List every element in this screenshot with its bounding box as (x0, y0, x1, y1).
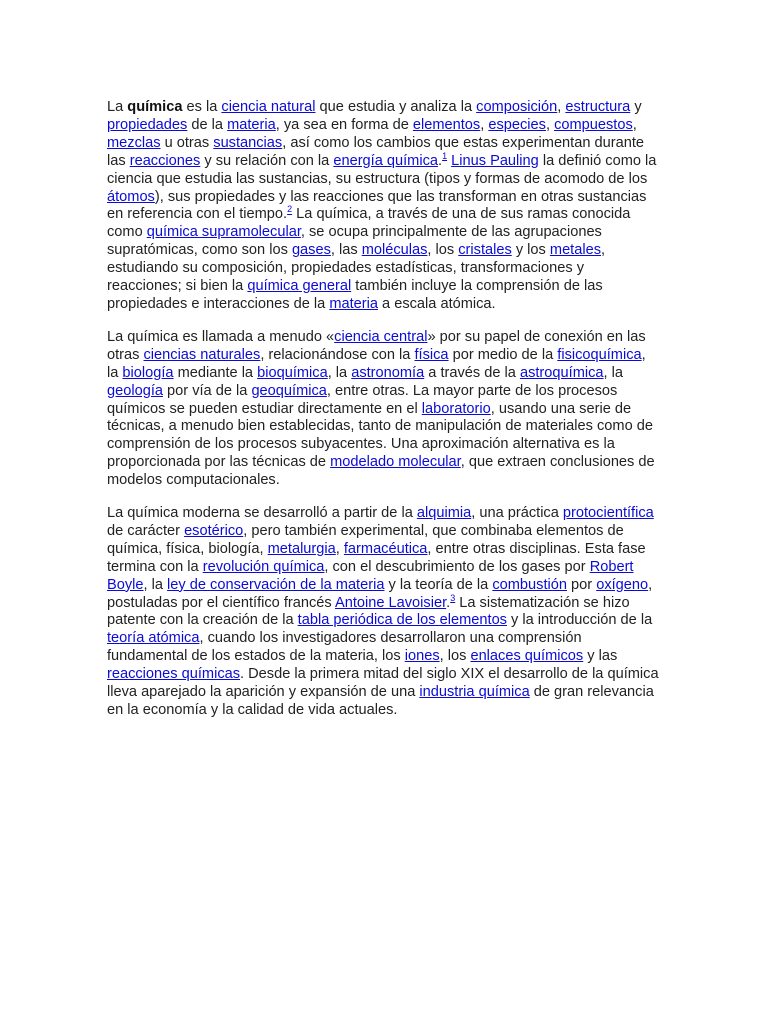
link-ciencias-naturales[interactable]: ciencias naturales (143, 346, 261, 363)
link-enlaces-quimicos[interactable]: enlaces químicos (470, 648, 584, 665)
text: u otras (160, 134, 214, 151)
link-protocientifica[interactable]: protocientífica (562, 505, 654, 522)
text: , con el descubrimiento de los gases por (324, 558, 590, 575)
reference-1[interactable]: 1 (442, 150, 448, 161)
paragraph-3 (107, 505, 659, 720)
text: , relacionándose con la (260, 346, 415, 363)
link-ley-conservacion-materia[interactable]: ley de conservación de la materia (167, 576, 385, 593)
link-quimica-supramolecular[interactable]: química supramolecular (146, 224, 301, 241)
text: , cuando los investigadores desarrollaron una comprensión fundamental de los estados de la materia, los (107, 630, 582, 665)
text: y los (511, 242, 550, 259)
link-geoquimica[interactable]: geoquímica (251, 382, 327, 399)
bold-term: química (127, 99, 183, 115)
link-oxigeno[interactable]: oxígeno (596, 576, 649, 593)
text: , se ocupa principalmente de las agrupaciones supratómicas, como son los (107, 224, 602, 259)
text: , usando una serie de técnicas, a menudo bien establecidas, tanto de manipulación de materiales como de comprensión de los procesos subyacentes. Una aproximación alternativa es la proporcionada por las técnicas de (107, 400, 653, 471)
text: , (480, 116, 489, 133)
link-materia-2[interactable]: materia (329, 295, 378, 312)
text: . (438, 152, 443, 169)
text: , (335, 540, 344, 557)
text: es la (182, 99, 222, 115)
link-fisica[interactable]: física (414, 346, 449, 363)
link-mezclas[interactable]: mezclas (107, 134, 161, 151)
link-propiedades[interactable]: propiedades (107, 116, 188, 133)
text: que estudia y analiza la (315, 99, 477, 115)
link-revolucion-quimica[interactable]: revolución química (202, 558, 325, 575)
text: y la introducción de la (506, 612, 653, 629)
text: , una práctica (471, 505, 563, 522)
text: La (107, 99, 128, 115)
text: , los (439, 648, 471, 665)
link-geologia[interactable]: geología (107, 382, 163, 399)
text: a través de la (424, 364, 520, 381)
text: , la (107, 346, 646, 381)
link-alquimia[interactable]: alquimia (416, 505, 472, 522)
text: , pero también experimental, que combinaba elementos de química, física, biología, (107, 522, 624, 557)
text: de carácter (107, 522, 185, 539)
text: La química moderna se desarrolló a partir de la (107, 505, 417, 522)
text: La química es llamada a menudo « (107, 328, 335, 345)
link-fisicoquimica[interactable]: fisicoquímica (557, 346, 642, 363)
link-quimica-general[interactable]: química general (247, 278, 352, 295)
text: , postuladas por el científico francés (107, 576, 653, 611)
reference-3[interactable]: 3 (450, 592, 456, 603)
link-linus-pauling[interactable]: Linus Pauling (451, 152, 539, 169)
link-especies[interactable]: especies (488, 116, 546, 133)
link-robert-boyle[interactable]: Robert Boyle (107, 558, 634, 593)
text: , entre otras disciplinas. Esta fase termina con la (107, 540, 646, 575)
text: , la (143, 576, 168, 593)
link-metales[interactable]: metales (549, 242, 602, 259)
text: de gran relevancia en la economía y la calidad de vida actuales. (107, 684, 654, 718)
link-modelado-molecular[interactable]: modelado molecular (330, 454, 461, 471)
text: , (545, 116, 555, 133)
link-farmaceutica[interactable]: farmacéutica (343, 540, 428, 557)
text: por vía de la (163, 382, 252, 399)
link-teoria-atomica[interactable]: teoría atómica (107, 630, 200, 647)
text: por medio de la (448, 346, 558, 363)
link-energia-quimica[interactable]: energía química (333, 152, 438, 169)
link-atomos[interactable]: átomos (107, 188, 155, 205)
link-laboratorio[interactable]: laboratorio (421, 400, 491, 417)
link-compuestos[interactable]: compuestos (554, 116, 633, 133)
link-ciencia-central[interactable]: ciencia central (334, 328, 428, 345)
text: , ya sea en forma de (275, 116, 413, 133)
text: a escala atómica. (377, 295, 496, 312)
text: , las (330, 242, 362, 259)
link-tabla-periodica[interactable]: tabla periódica de los elementos (297, 612, 507, 629)
link-bioquimica[interactable]: bioquímica (257, 364, 328, 381)
text: , la (327, 364, 352, 381)
link-metalurgia[interactable]: metalurgia (267, 540, 336, 557)
text: , entre otras. La mayor parte de los procesos químicos se pueden estudiar directamente en el (107, 382, 618, 417)
link-sustancias[interactable]: sustancias (213, 134, 283, 151)
text: ), sus propiedades y las reacciones que las transforman en otras sustancias en referencia con el tiempo. (107, 188, 647, 223)
paragraph-2 (107, 329, 659, 490)
link-biologia[interactable]: biología (122, 364, 174, 381)
text: . (446, 594, 451, 611)
link-industria-quimica[interactable]: industria química (419, 684, 530, 701)
link-ciencia-natural[interactable]: ciencia natural (221, 99, 316, 115)
text: y (630, 99, 642, 115)
text: , estudiando su composición, propiedades estadísticas, transformaciones y reacciones; si bien la (107, 242, 606, 295)
paragraph-1 (107, 99, 659, 314)
text: , los (427, 242, 459, 259)
text: » por su papel de conexión en las otras (107, 328, 646, 363)
reference-2[interactable]: 2 (287, 204, 293, 215)
text: y su relación con la (200, 152, 334, 169)
text: La química, a través de una de sus ramas conocida como (107, 206, 631, 241)
text: mediante la (173, 364, 258, 381)
text: , así como los cambios que estas experimentan durante las (107, 134, 645, 169)
text: también incluye la comprensión de las propiedades e interacciones de la (107, 278, 603, 312)
link-reacciones[interactable]: reacciones (129, 152, 201, 169)
text: la definió como la ciencia que estudia las sustancias, su estructura (tipos y formas de acomodo de los (107, 152, 657, 187)
link-esoterico[interactable]: esotérico (184, 522, 244, 539)
link-antoine-lavoisier[interactable]: Antoine Lavoisier (334, 594, 447, 611)
link-astroquimica[interactable]: astroquímica (519, 364, 604, 381)
link-gases[interactable]: gases (291, 242, 331, 259)
link-cristales[interactable]: cristales (458, 242, 512, 259)
text: de la (187, 116, 228, 133)
link-reacciones-quimicas[interactable]: reacciones químicas (107, 666, 241, 683)
text: , la (603, 364, 623, 381)
text: y la teoría de la (384, 576, 493, 593)
link-composicion[interactable]: composición (476, 99, 558, 115)
link-moleculas[interactable]: moléculas (361, 242, 428, 259)
text: . Desde la primera mitad del siglo XIX el desarrollo de la química lleva aparejado la aparición y expansión de una (107, 666, 659, 701)
text: por (567, 576, 597, 593)
text: , (632, 116, 637, 133)
link-combustion[interactable]: combustión (492, 576, 567, 593)
link-iones[interactable]: iones (404, 648, 440, 665)
text: , que extraen conclusiones de modelos computacionales. (107, 454, 655, 489)
link-materia[interactable]: materia (227, 116, 276, 133)
link-astronomia[interactable]: astronomía (351, 364, 425, 381)
text: La sistematización se hizo patente con la creación de la (107, 594, 630, 629)
text: y las (583, 648, 618, 665)
link-elementos[interactable]: elementos (412, 116, 481, 133)
document-body (107, 99, 659, 735)
link-estructura[interactable]: estructura (565, 99, 631, 115)
text: , (557, 99, 566, 115)
